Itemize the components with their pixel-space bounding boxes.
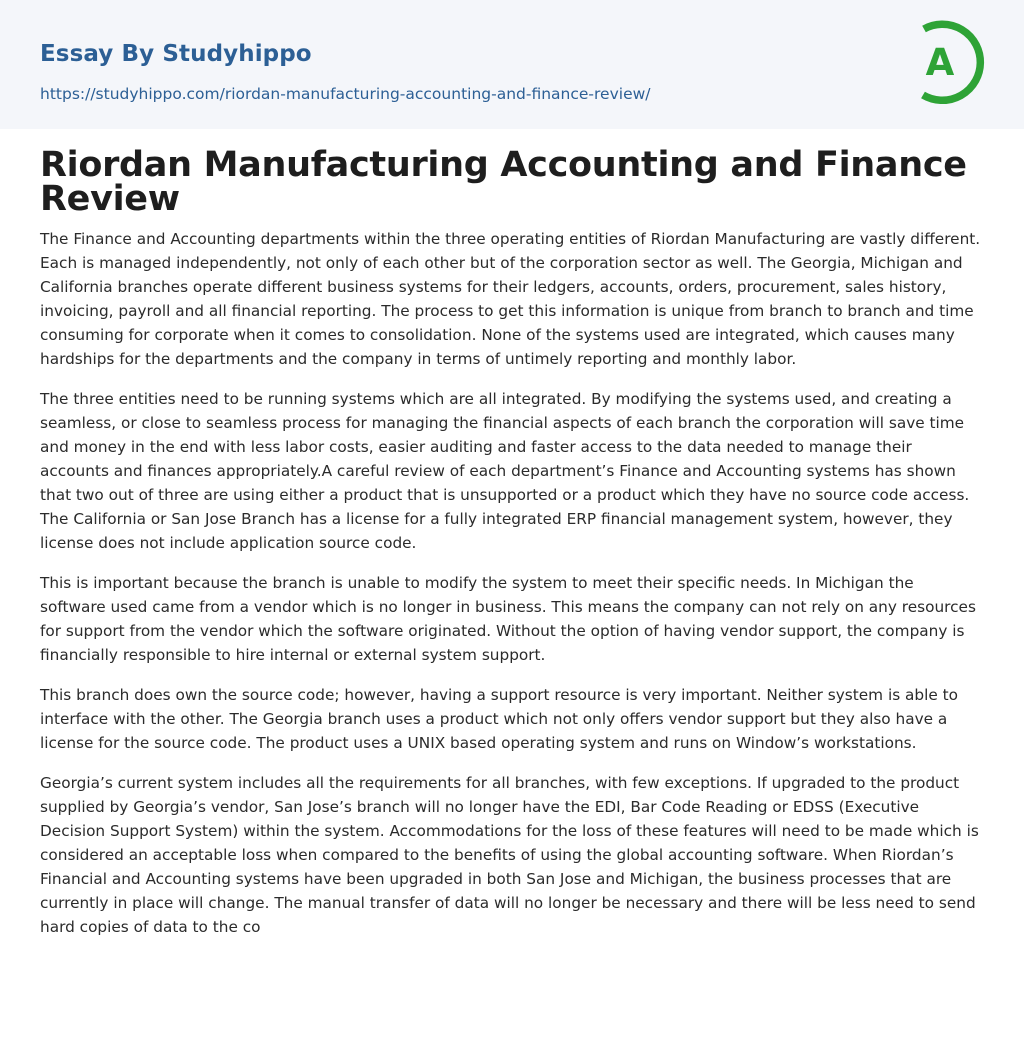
article-paragraph: The Finance and Accounting departments within the three operating entities of Riordan Manufacturing are vastly different. Each is managed independently, not only of each other but of the corporation sector as well. The Georgia, Michigan and California branches operate different business systems for their ledgers, accounts, orders, procurement, sales history, invoicing, payroll and all financial reporting. The process to get this information is unique from branch to branch and time consuming for corporate when it comes to consolidation. None of the systems used are integrated, which causes many hardships for the departments and the company in terms of untimely reporting and monthly labor. — [40, 230, 981, 368]
letter-a-ring-logo-icon[interactable] — [913, 19, 987, 105]
article-paragraph: This branch does own the source code; however, having a support resource is very important. Neither system is able to interface with the other. The Georgia branch uses a product which not only offers vendor support but they also have a license for the source code. The product uses a UNIX based operating system and runs on Window’s workstations. — [40, 686, 958, 752]
site-brand[interactable]: Essay By Studyhippo — [40, 41, 312, 67]
page-header — [0, 0, 1024, 129]
logo-letter: A — [925, 41, 955, 84]
article-paragraph: This is important because the branch is unable to modify the system to meet their specific needs. In Michigan the software used came from a vendor which is no longer in business. This means the company can not rely on any resources for support from the vendor which the software originated. Without the option of having vendor support, the company is financially responsible to hire internal or external system support. — [40, 574, 976, 664]
article-title: Riordan Manufacturing Accounting and Finance Review — [40, 145, 967, 219]
article-paragraph: Georgia’s current system includes all the requirements for all branches, with few exceptions. If upgraded to the product supplied by Georgia’s vendor, San Jose’s branch will no longer have the EDI, Bar Code Reading or EDSS (Executive Decision Support System) within the system. Accommodations for the loss of these features will need to be made which is considered an acceptable loss when compared to the benefits of using the global accounting software. When Riordan’s Financial and Accounting systems have been upgraded in both San Jose and Michigan, the business processes that are currently in place will change. The manual transfer of data will no longer be necessary and there will be less need to send hard copies of data to the co — [40, 774, 979, 936]
article-paragraph: The three entities need to be running systems which are all integrated. By modifying the systems used, and creating a seamless, or close to seamless process for managing the financial aspects of each branch the corporation will save time and money in the end with less labor costs, easier auditing and faster access to the data needed to manage their accounts and finances appropriately.A careful review of each department’s Finance and Accounting systems has shown that two out of three are using either a product that is unsupported or a product which they have no source code access. The California or San Jose Branch has a license for a fully integrated ERP financial management system, however, they license does not include application source code. — [40, 390, 970, 552]
article — [40, 145, 984, 939]
article-body — [40, 227, 984, 939]
essay-url-link[interactable]: https://studyhippo.com/riordan-manufacturing-accounting-and-finance-review/ — [40, 85, 651, 103]
